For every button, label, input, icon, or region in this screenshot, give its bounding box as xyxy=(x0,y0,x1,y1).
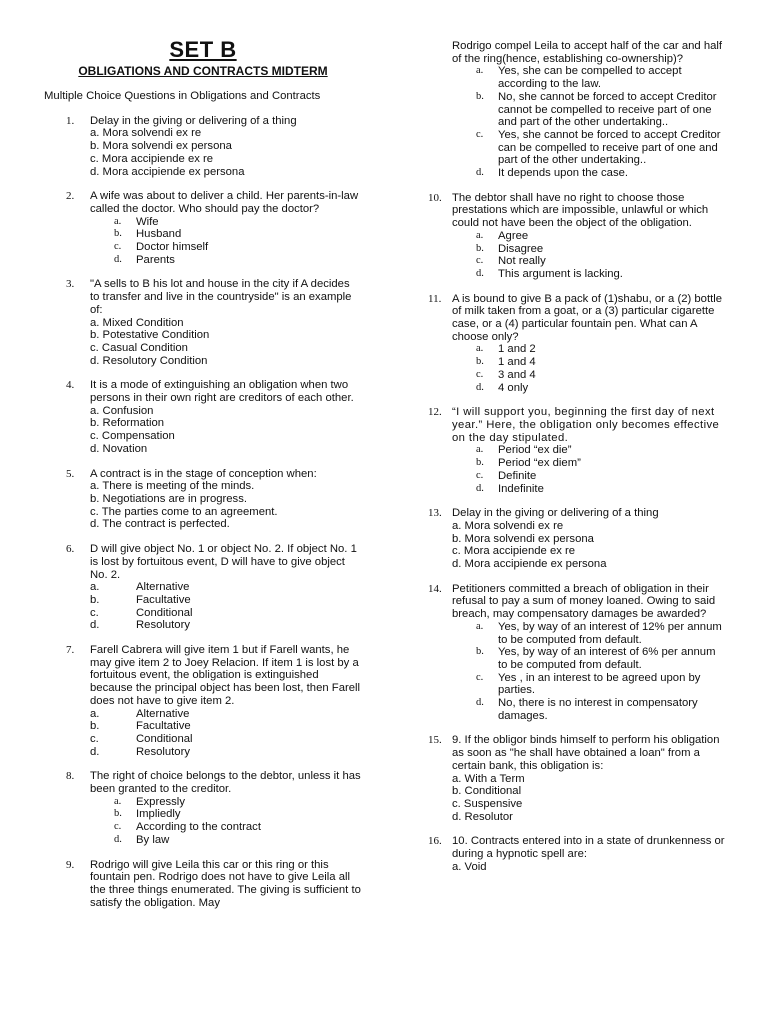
question-text: Delay in the giving or delivering of a thing xyxy=(452,507,659,520)
answer-option xyxy=(114,821,362,834)
option-text: Resolutory xyxy=(136,745,190,758)
question-text: Farell Cabrera will give item 1 but if Farell wants, he may give item 2 to Joey Relacion. If item 1 is lost by a fortuitous event, the obligation is extinguished because the principal object has been lost, then Farell does not have to give item 2. xyxy=(90,644,361,707)
option-text: No, there is no interest in compensatory damages. xyxy=(498,697,698,722)
option-list xyxy=(90,708,362,759)
option-text: Impliedly xyxy=(136,808,181,821)
option-text: Period “ex diem” xyxy=(498,457,581,470)
option-text: Resolutory xyxy=(136,619,190,632)
option-letter: b. xyxy=(476,457,484,469)
option-letter: a. xyxy=(476,343,484,355)
option-text: Agree xyxy=(498,229,529,242)
question-number: 16. xyxy=(428,835,442,848)
question-item xyxy=(44,644,362,758)
option-list xyxy=(452,65,726,179)
question-number: 15. xyxy=(428,734,442,747)
question-text: The right of choice belongs to the debtor, unless it has been granted to the creditor. xyxy=(90,770,361,796)
question-number: 14. xyxy=(428,582,442,595)
option-text: It depends upon the case. xyxy=(498,167,629,180)
option-list xyxy=(452,621,726,723)
answer-option: d. Resolutor xyxy=(452,810,513,823)
option-list xyxy=(452,444,726,495)
answer-option: a. Confusion xyxy=(90,404,154,417)
option-list xyxy=(90,581,362,632)
question-text: “I will support you, beginning the first day of next year.” Here, the obligation only becomes effective on the day stipulated. xyxy=(452,406,720,444)
question-item xyxy=(428,406,726,495)
option-letter: a. xyxy=(90,707,100,720)
answer-option xyxy=(114,228,362,241)
option-list xyxy=(90,127,362,178)
answer-option xyxy=(90,594,362,607)
option-letter: b. xyxy=(90,593,100,606)
right-column xyxy=(428,40,726,885)
question-item xyxy=(428,734,726,823)
option-letter: d. xyxy=(476,167,484,179)
question-text: A wife was about to deliver a child. Her parents-in-law called the doctor. Who should pay the doctor? xyxy=(90,190,359,215)
page-subtitle: OBLIGATIONS AND CONTRACTS MIDTERM xyxy=(78,64,328,78)
option-list xyxy=(452,861,726,874)
option-letter: d. xyxy=(476,697,484,709)
option-text: 4 only xyxy=(498,381,529,394)
question-item xyxy=(44,468,362,532)
answer-option: c. Suspensive xyxy=(452,797,523,810)
option-letter: c. xyxy=(114,241,122,253)
answer-option xyxy=(476,129,726,167)
option-letter: c. xyxy=(90,732,99,745)
answer-option xyxy=(90,619,362,632)
answer-option xyxy=(476,697,726,722)
answer-option xyxy=(476,646,726,671)
option-list xyxy=(90,480,362,531)
option-letter: c. xyxy=(476,469,484,481)
option-text: Yes, by way of an interest of 12% per annum to be computed from default. xyxy=(498,620,722,646)
answer-option xyxy=(90,720,362,733)
question-item xyxy=(44,278,362,367)
question-text: 9. If the obligor binds himself to perform his obligation as soon as "he shall have obtained a loan" from a certain bank, this obligation is: xyxy=(452,734,720,772)
question-number: 11. xyxy=(428,292,442,305)
option-letter: b. xyxy=(476,242,484,254)
question-9-continuation xyxy=(428,40,726,180)
option-text: This argument is lacking. xyxy=(498,267,623,280)
answer-option: c. Compensation xyxy=(90,430,175,443)
question-number: 5. xyxy=(66,467,75,480)
option-text: Conditional xyxy=(136,732,193,745)
option-text: Alternative xyxy=(136,581,190,594)
question-item xyxy=(428,192,726,281)
question-text: Petitioners committed a breach of obligation in their refusal to pay a sum of money loaned. Owing to said breach, may compensatory damages be awarded? xyxy=(452,582,716,621)
answer-option xyxy=(476,167,726,180)
answer-option xyxy=(90,746,362,759)
answer-option: b. Reformation xyxy=(90,417,165,430)
option-text: Expressly xyxy=(136,795,185,808)
question-text: D will give object No. 1 or object No. 2. If object No. 1 is lost by fortuitous event, D will have to give object No. 2. xyxy=(90,543,357,581)
option-letter: c. xyxy=(476,671,484,683)
answer-option xyxy=(476,91,726,129)
option-list xyxy=(90,317,362,368)
option-letter: a. xyxy=(476,229,484,241)
answer-option: d. Mora accipiende ex persona xyxy=(452,558,607,571)
option-text: Not really xyxy=(498,255,546,268)
option-letter: a. xyxy=(476,444,484,456)
answer-option xyxy=(90,708,362,721)
answer-option: c. Casual Condition xyxy=(90,341,188,354)
answer-option: c. The parties come to an agreement. xyxy=(90,505,278,518)
question-item xyxy=(428,507,726,571)
option-text: 1 and 2 xyxy=(498,343,536,356)
option-list xyxy=(452,520,726,571)
answer-option xyxy=(114,216,362,229)
option-letter: b. xyxy=(476,646,484,658)
question-number: 7. xyxy=(66,644,75,657)
option-letter: d. xyxy=(114,833,122,845)
option-text: Yes, by way of an interest of 6% per annum to be computed from default. xyxy=(498,646,716,671)
option-list xyxy=(452,343,726,394)
answer-option xyxy=(476,382,726,395)
answer-option xyxy=(90,733,362,746)
answer-option xyxy=(476,356,726,369)
answer-option xyxy=(476,255,726,268)
option-letter: a. xyxy=(476,65,484,77)
question-number: 6. xyxy=(66,543,75,556)
option-list xyxy=(90,405,362,456)
question-text: A contract is in the stage of conception when: xyxy=(90,467,317,480)
page-title: SET B xyxy=(169,37,237,62)
option-letter: a. xyxy=(90,581,100,594)
option-letter: b. xyxy=(90,720,100,733)
answer-option xyxy=(476,672,726,697)
option-list xyxy=(452,230,726,281)
question-item xyxy=(44,190,362,266)
option-letter: a. xyxy=(114,215,122,227)
answer-option xyxy=(476,444,726,457)
answer-option xyxy=(476,621,726,646)
answer-option xyxy=(476,268,726,281)
question-item xyxy=(428,293,726,395)
left-question-list xyxy=(44,115,362,910)
option-letter: c. xyxy=(476,128,484,140)
option-list xyxy=(90,216,362,267)
option-letter: d. xyxy=(476,482,484,494)
option-letter: b. xyxy=(476,356,484,368)
question-number: 8. xyxy=(66,770,75,783)
option-text: Facultative xyxy=(136,720,191,733)
answer-option xyxy=(476,343,726,356)
answer-option: a. With a Term xyxy=(452,772,525,785)
option-letter: a. xyxy=(114,795,122,807)
option-letter: d. xyxy=(90,745,100,758)
answer-option xyxy=(90,581,362,594)
option-text: Doctor himself xyxy=(136,241,209,254)
option-text: Alternative xyxy=(136,707,190,720)
answer-option: b. Potestative Condition xyxy=(90,329,210,342)
answer-option: c. Mora accipiende ex re xyxy=(90,152,214,165)
option-list xyxy=(90,796,362,847)
question-item xyxy=(428,835,726,873)
question-item xyxy=(44,115,362,179)
question-number: 2. xyxy=(66,190,75,203)
answer-option: c. Mora accipiende ex re xyxy=(452,545,576,558)
answer-option xyxy=(476,470,726,483)
question-text: A is bound to give B a pack of (1)shabu, or a (2) bottle of milk taken from a goat, or a (3) particular cigarette case, or a (4) particular fountain pen. What can A choose only? xyxy=(452,292,723,343)
answer-option: d. Mora accipiende ex persona xyxy=(90,165,245,178)
question-number: 13. xyxy=(428,507,442,520)
option-text: By law xyxy=(136,833,170,846)
option-text: Disagree xyxy=(498,242,544,255)
option-text: Yes , in an interest to be agreed upon by parties. xyxy=(498,671,701,697)
option-text: Indefinite xyxy=(498,482,544,495)
option-text: Wife xyxy=(136,215,159,228)
answer-option: b. Conditional xyxy=(452,785,522,798)
answer-option xyxy=(476,230,726,243)
question-text: The debtor shall have no right to choose those prestations which are impossible, unlawful or which could not have been the object of the obligation. xyxy=(452,191,709,230)
answer-option: a. Mora solvendi ex re xyxy=(90,127,202,140)
answer-option: a. Void xyxy=(452,860,487,873)
question-text: 10. Contracts entered into in a state of drunkenness or during a hypnotic spell are: xyxy=(452,835,725,861)
option-letter: b. xyxy=(114,808,122,820)
option-letter: d. xyxy=(476,381,484,393)
answer-option xyxy=(476,369,726,382)
question-number: 4. xyxy=(66,379,75,392)
option-text: 3 and 4 xyxy=(498,368,536,381)
option-text: Yes, she can be compelled to accept according to the law. xyxy=(498,65,682,91)
option-letter: b. xyxy=(476,90,484,102)
question-number: 1. xyxy=(66,114,75,127)
answer-option xyxy=(476,483,726,496)
option-letter: c. xyxy=(114,821,122,833)
option-letter: d. xyxy=(90,619,100,632)
question-number: 3. xyxy=(66,278,75,291)
answer-option: d. The contract is perfected. xyxy=(90,518,230,531)
option-text: Yes, she cannot be forced to accept Creditor can be compelled to receive part of one and part of the other undertaking.. xyxy=(498,128,721,167)
question-item xyxy=(44,859,362,910)
answer-option: b. Mora solvendi ex persona xyxy=(90,140,232,153)
option-text: Conditional xyxy=(136,606,193,619)
option-letter: c. xyxy=(476,255,484,267)
question-text: It is a mode of extinguishing an obligation when two persons in their own right are creditors of each other. xyxy=(90,379,354,405)
question-text: Rodrigo compel Leila to accept half of the car and half of the ring(hence, establishing co-ownership)? xyxy=(452,40,723,65)
answer-option: b. Negotiations are in progress. xyxy=(90,492,247,505)
question-number: 9. xyxy=(66,858,75,871)
option-text: Parents xyxy=(136,253,175,266)
answer-option xyxy=(114,808,362,821)
option-text: Period “ex die” xyxy=(498,444,572,457)
answer-option: a. There is meeting of the minds. xyxy=(90,480,255,493)
question-item xyxy=(44,543,362,632)
answer-option: a. Mixed Condition xyxy=(90,316,184,329)
answer-option xyxy=(90,607,362,620)
answer-option: a. Mora solvendi ex re xyxy=(452,519,564,532)
question-number: 10. xyxy=(428,191,442,204)
option-letter: b. xyxy=(114,228,122,240)
option-text: Husband xyxy=(136,228,182,241)
question-number: 12. xyxy=(428,406,442,419)
option-letter: a. xyxy=(476,620,484,632)
option-letter: d. xyxy=(114,253,122,265)
option-text: According to the contract xyxy=(136,821,261,834)
answer-option xyxy=(476,65,726,90)
option-text: Definite xyxy=(498,469,537,482)
question-item xyxy=(44,379,362,455)
option-text: Facultative xyxy=(136,593,191,606)
option-letter: c. xyxy=(90,606,99,619)
answer-option xyxy=(114,254,362,267)
option-text: No, she cannot be forced to accept Creditor cannot be compelled to receive part of one and part of the other undertaking.. xyxy=(498,90,717,129)
question-text: Delay in the giving or delivering of a thing xyxy=(90,114,297,127)
left-column xyxy=(44,38,362,921)
question-item xyxy=(428,583,726,723)
answer-option xyxy=(476,243,726,256)
answer-option xyxy=(476,457,726,470)
answer-option xyxy=(114,796,362,809)
option-text: 1 and 4 xyxy=(498,356,536,369)
option-letter: c. xyxy=(476,368,484,380)
option-letter: d. xyxy=(476,267,484,279)
option-list xyxy=(452,773,726,824)
answer-option: b. Mora solvendi ex persona xyxy=(452,532,594,545)
question-item xyxy=(44,770,362,846)
question-text: Rodrigo will give Leila this car or this ring or this fountain pen. Rodrigo does not have to give Leila all the three things enumerated. The giving is sufficient to satisfy the obligation. May xyxy=(90,858,361,909)
right-question-list xyxy=(428,192,726,874)
question-text: "A sells to B his lot and house in the city if A decides to transfer and live in the countryside" is an example of: xyxy=(90,278,352,316)
answer-option: d. Resolutory Condition xyxy=(90,354,208,367)
answer-option xyxy=(114,241,362,254)
answer-option xyxy=(114,834,362,847)
intro-text: Multiple Choice Questions in Obligations and Contracts xyxy=(44,90,321,102)
answer-option: d. Novation xyxy=(90,442,148,455)
